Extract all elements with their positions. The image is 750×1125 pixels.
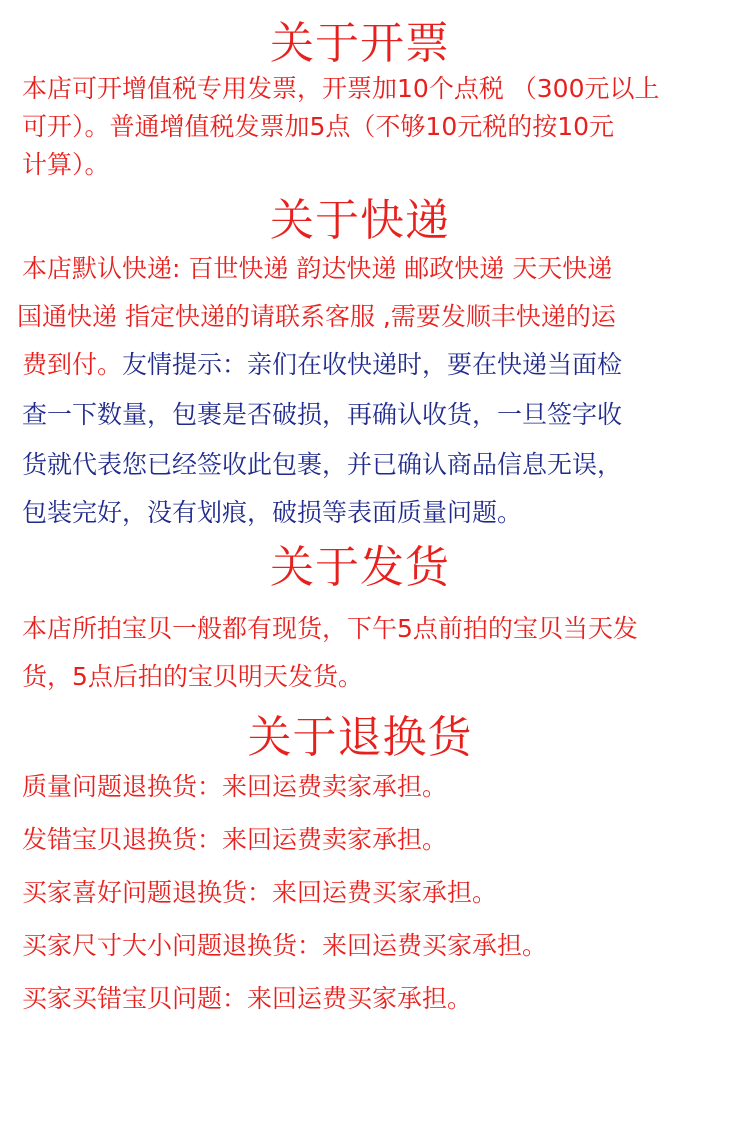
express-line-1: 本店默认快递: 百世快递 韵达快递 邮政快递 天天快递 — [22, 254, 613, 283]
returns-line-5: 买家买错宝贝问题：来回运费买家承担。 — [22, 984, 473, 1013]
returns-line-4: 买家尺寸大小问题退换货：来回运费买家承担。 — [22, 931, 548, 960]
returns-line-1: 质量问题退换货：来回运费卖家承担。 — [22, 772, 448, 801]
shipping-line-1: 本店所拍宝贝一般都有现货，下午5点前拍的宝贝当天发 — [22, 614, 638, 643]
express-heading: 关于快递 — [270, 195, 450, 246]
returns-line-2: 发错宝贝退换货：来回运费卖家承担。 — [22, 825, 448, 854]
shipping-heading: 关于发货 — [270, 542, 450, 593]
returns-heading: 关于退换货 — [247, 712, 473, 763]
invoice-line-1: 本店可开增值税专用发票，开票加10个点税 （300元以上 — [22, 74, 660, 103]
invoice-line-2: 可开）。普通增值税发票加5点（不够10元税的按10元 — [22, 112, 615, 141]
returns-line-3: 买家喜好问题退换货：来回运费买家承担。 — [22, 878, 498, 907]
invoice-line-3: 计算）。 — [22, 150, 110, 179]
express-line-5: 货就代表您已经签收此包裹，并已确认商品信息无误， — [22, 450, 623, 479]
shipping-line-2: 货，5点后拍的宝贝明天发货。 — [22, 662, 363, 691]
express-line-6: 包装完好，没有划痕，破损等表面质量问题。 — [22, 498, 523, 527]
express-line-2: 国通快递 指定快递的请联系客服 ,需要发顺丰快递的运 — [17, 302, 616, 331]
express-line-4: 查一下数量，包裹是否破损，再确认收货，一旦签字收 — [22, 400, 623, 429]
express-line-3 — [22, 348, 622, 382]
express-tip-start: 友情提示：亲们在收快递时，要在快递当面检 — [122, 350, 623, 379]
invoice-heading: 关于开票 — [270, 18, 450, 69]
express-payment-note: 费到付。 — [22, 350, 123, 379]
